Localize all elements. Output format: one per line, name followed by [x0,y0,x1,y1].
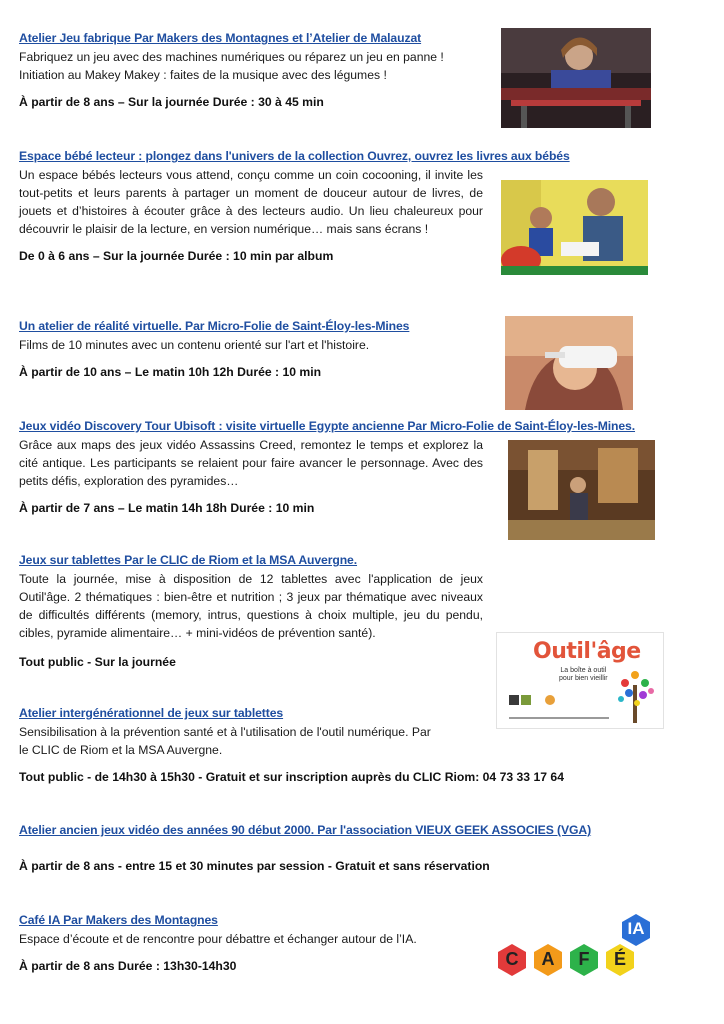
section-description: Grâce aux maps des jeux vidéo Assassins Creed, remontez le temps et explorez la cité antique. Les participants se relaient pour faire avancer le personnage. Avec des petits défis, exploration des pyramides… [19,438,483,488]
section-title[interactable]: Atelier ancien jeux vidéo des années 90 début 2000. Par l'association VIEUX GEEK ASSOCIES (VGA) [19,823,592,837]
outil-age-tagline [559,667,608,683]
section-title[interactable]: Atelier intergénérationnel de jeux sur tablettes [19,706,284,720]
section-description [19,723,564,759]
section-title[interactable]: Café IA Par Makers des Montagnes [19,913,218,927]
tagline-line: pour bien vieillir [559,675,608,682]
cafe-letter: É [613,949,626,969]
section-realite-virtuelle [19,318,409,380]
description-line: le CLIC de Riom et la MSA Auvergne. [19,743,223,757]
description-line: Fabriquez un jeu avec des machines numériques ou réparez un jeu en panne ! [19,50,444,64]
section-atelier-intergenerationnel [19,705,564,785]
section-cafe-ia [19,912,417,974]
section-description: Toute la journée, mise à disposition de 12 tablettes avec l'application de jeux Outil'âge. 2 thématiques : bien-être et nutrition ; 3 jeux par thématique avec niveaux de difficultés différents (memory, intrus, questions à choix multiple, jeu du pendu, cibles, pyramide alimentaire… + mini-vidéos de prévention santé). [19,572,483,640]
section-atelier-ancien-jeux [19,822,591,874]
section-meta: À partir de 8 ans – Sur la journée Durée : 30 à 45 min [19,95,324,109]
cafe-ia-text: IA [627,919,645,938]
bebe-lecteur-photo [501,180,648,275]
outil-age-title: Outil'âge [533,639,641,664]
section-description [19,48,444,84]
section-description [19,336,409,354]
section-title[interactable]: Espace bébé lecteur : plongez dans l'univers de la collection Ouvrez, ouvrez les livres aux bébés [19,149,570,163]
section-meta: À partir de 8 ans Durée : 13h30-14h30 [19,959,237,973]
section-meta: À partir de 7 ans – Le matin 14h 18h Durée : 10 min [19,501,315,515]
description-line: Espace d’écoute et de rencontre pour débattre et échanger autour de l’IA. [19,932,417,946]
section-meta: Tout public - Sur la journée [19,655,176,669]
description-line: Films de 10 minutes avec un contenu orienté sur l'art et l'histoire. [19,338,370,352]
cafe-letter: C [505,949,519,969]
section-title[interactable]: Jeux sur tablettes Par le CLIC de Riom et la MSA Auvergne. [19,553,358,567]
tree-icon [618,671,654,723]
makers-photo [501,28,651,128]
section-title[interactable]: Jeux vidéo Discovery Tour Ubisoft : visite virtuelle Egypte ancienne Par Micro-Folie de Saint-Éloy-les-Mines. [19,419,636,433]
section-title[interactable]: Un atelier de réalité virtuelle. Par Micro-Folie de Saint-Éloy-les-Mines [19,319,410,333]
description-line: Sensibilisation à la prévention santé et à l'utilisation de l'outil numérique. Par [19,725,431,739]
section-atelier-jeu-fabrique [19,30,444,110]
section-description: Un espace bébés lecteurs vous attend, conçu comme un coin cocooning, il invite les tout-petits et leurs parents à partager un moment de douceur autour de livres, de jouets et d’histoires à écouter grâce à des lecteurs audio. Un lieu chaleureux pour découvrir le plaisir de la lecture, en version numérique… mais sans écrans ! [19,168,483,236]
section-description [19,930,417,948]
cafe-letter: F [578,949,590,969]
section-meta: De 0 à 6 ans – Sur la journée Durée : 10 min par album [19,249,334,263]
section-jeux-tablettes [19,552,483,670]
section-meta: Tout public - de 14h30 à 15h30 - Gratuit et sur inscription auprès du CLIC Riom: 04 73 33 17 64 [19,770,564,784]
egypt-game-photo [508,440,655,540]
cafe-ia-logo [494,912,660,992]
tagline-line: La boîte à outil [560,667,607,674]
section-espace-bebe-lecteur [19,148,570,264]
section-meta: À partir de 8 ans - entre 15 et 30 minutes par session - Gratuit et sans réservation [19,859,490,873]
section-title[interactable]: Atelier Jeu fabrique Par Makers des Montagnes et l’Atelier de Malauzat [19,31,422,45]
description-line: Initiation au Makey Makey : faites de la musique avec des légumes ! [19,68,387,82]
section-meta: À partir de 10 ans – Le matin 10h 12h Durée : 10 min [19,365,322,379]
cafe-letter: A [541,949,555,969]
vr-headset-photo [505,316,633,410]
